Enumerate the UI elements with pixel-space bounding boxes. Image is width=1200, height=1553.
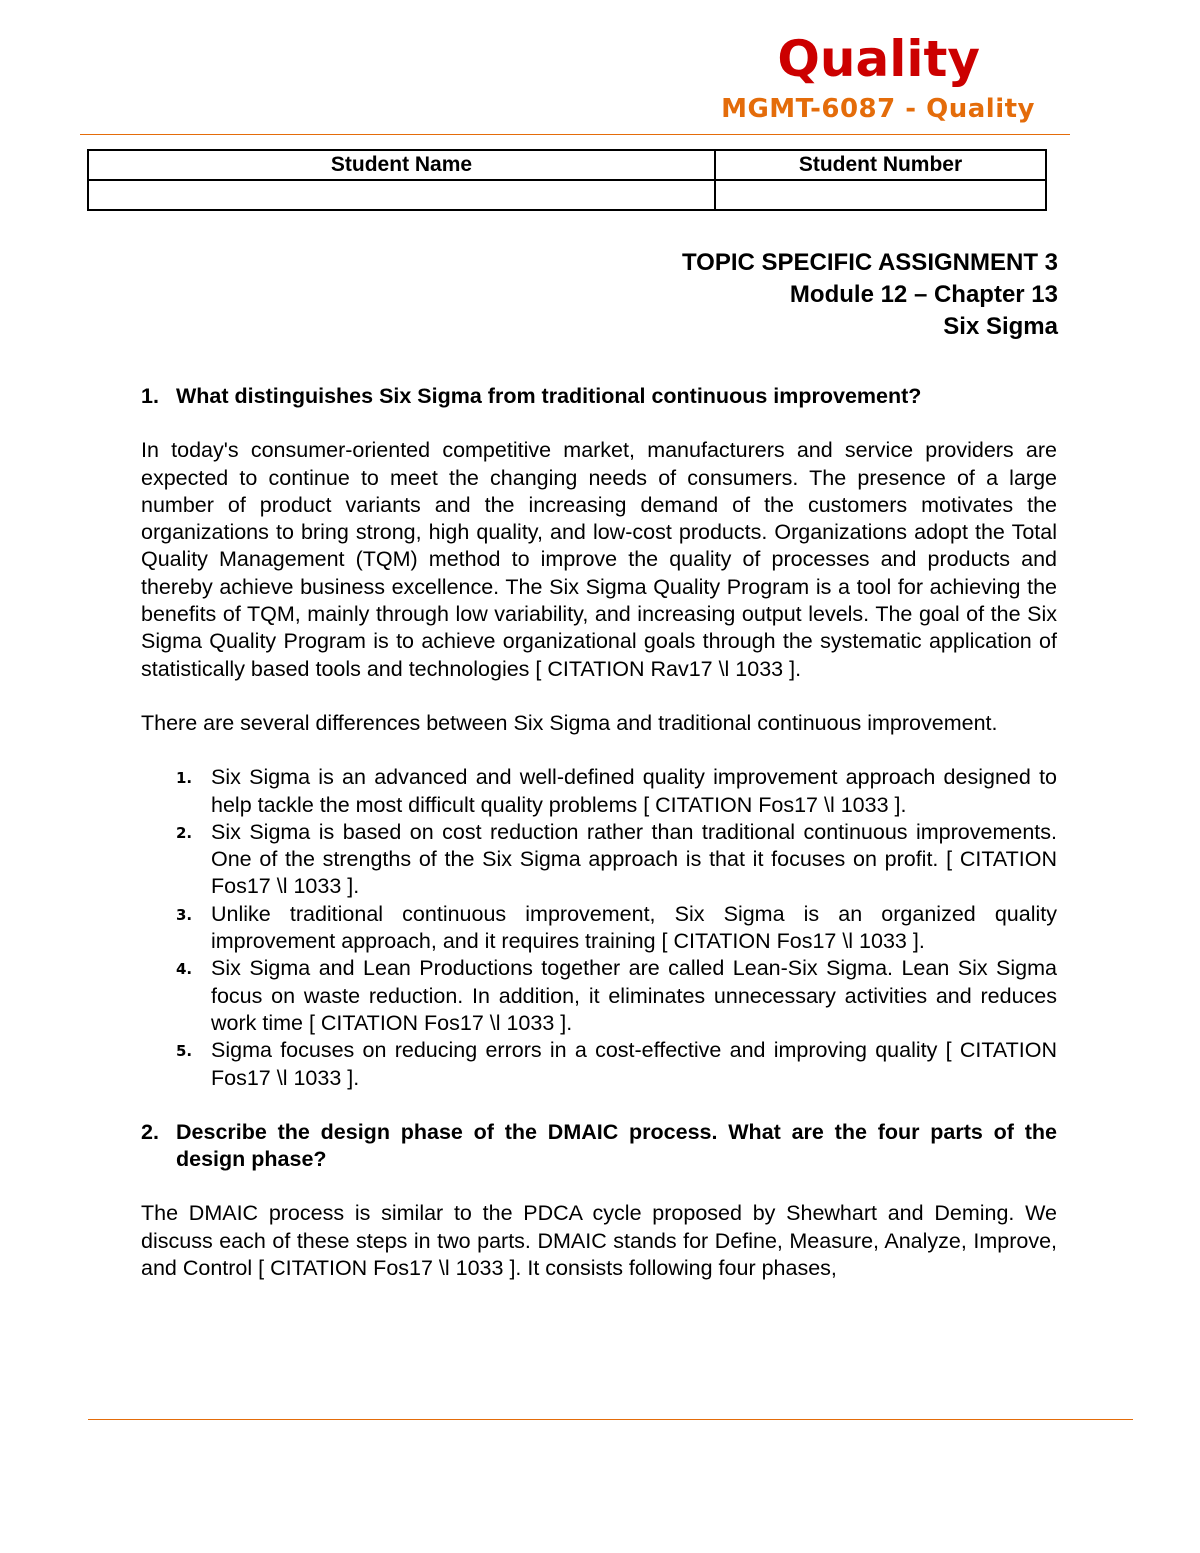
answer-1-paragraph-2: There are several differences between Six Sigma and traditional continuous improvement. xyxy=(141,710,998,735)
topic-module-chapter: Module 12 – Chapter 13 xyxy=(789,281,1058,308)
topic-assignment-title: TOPIC SPECIFIC ASSIGNMENT 3 xyxy=(681,249,1058,276)
question-2-number: 2. xyxy=(141,1119,159,1144)
header-subtitle: MGMT-6087 - Quality xyxy=(721,94,1035,124)
list-item-number: 2. xyxy=(176,823,193,842)
student-info-table xyxy=(87,149,1047,211)
question-1-number: 1. xyxy=(141,384,159,408)
topic-heading xyxy=(682,247,1058,343)
list-item-number: 5. xyxy=(176,1042,193,1061)
list-item-text: Six Sigma is based on cost reduction rather than traditional continuous improvements. One of the strengths of the Six Sigma approach is that it focuses on profit. [ CITATION Fos17 \l 1033 ]. xyxy=(211,819,1057,899)
document-body xyxy=(141,383,1057,1282)
list-item-text: Six Sigma and Lean Productions together are called Lean-Six Sigma. Lean Six Sigma focus on waste reduction. In addition, it eliminates unnecessary activities and reduces work time [ CITATION Fos17 \l 1033 ]. xyxy=(211,956,1057,1035)
topic-subject: Six Sigma xyxy=(943,313,1058,340)
question-2-text: Describe the design phase of the DMAIC process. What are the four parts of the design phase? xyxy=(176,1119,1057,1172)
list-item-number: 3. xyxy=(176,905,193,924)
list-item xyxy=(176,764,1057,819)
list-item xyxy=(176,819,1057,901)
student-number-header: Student Number xyxy=(715,150,1046,180)
question-2 xyxy=(141,1119,1057,1174)
list-item-number: 1. xyxy=(176,769,193,788)
list-item xyxy=(176,901,1057,956)
list-item-text: Six Sigma is an advanced and well-defined quality improvement approach designed to help tackle the most difficult quality problems [ CITATION Fos17 \l 1033 ]. xyxy=(211,765,1057,817)
list-item-number: 4. xyxy=(176,960,193,979)
student-table-input-row xyxy=(88,180,1046,210)
question-1-text: What distinguishes Six Sigma from traditional continuous improvement? xyxy=(176,384,922,408)
answer-1-paragraph-1: In today's consumer-oriented competitive market, manufacturers and service providers are expected to continue to meet the changing needs of consumers. The presence of a large number of product variants and the increasing demand of the customers motivates the organizations to bring strong, high quality, and low-cost products. Organizations adopt the Total Quality Management (TQM) method to improve the quality of processes and products and thereby achieve business excellence. The Six Sigma Quality Program is a tool for achieving the benefits of TQM, mainly through low variability, and increasing output levels. The goal of the Six Sigma Quality Program is to achieve organizational goals through the systematic application of statistically based tools and technologies [ CITATION Rav17 \l 1033 ]. xyxy=(141,438,1057,681)
list-item xyxy=(176,955,1057,1037)
differences-list xyxy=(141,764,1057,1092)
list-item xyxy=(176,1037,1057,1092)
list-item-text: Unlike traditional continuous improvement, Six Sigma is an organized quality improvement approach, and it requires training [ CITATION Fos17 \l 1033 ]. xyxy=(211,901,1057,954)
list-item-text: Sigma focuses on reducing errors in a cost-effective and improving quality [ CITATION Fos17 \l 1033 ]. xyxy=(211,1038,1057,1090)
student-name-cell[interactable] xyxy=(88,180,715,210)
student-table-header-row xyxy=(88,150,1046,180)
header-title: Quality xyxy=(777,30,980,88)
question-1 xyxy=(141,383,1057,410)
header-divider xyxy=(80,134,1070,135)
student-number-cell[interactable] xyxy=(715,180,1046,210)
answer-2-paragraph-1: The DMAIC process is similar to the PDCA cycle proposed by Shewhart and Deming. We discuss each of these steps in two parts. DMAIC stands for Define, Measure, Analyze, Improve, and Control [ CITATION Fos17 \l 1033 ]. It consists following four phases, xyxy=(141,1201,1057,1281)
footer-divider xyxy=(88,1419,1133,1420)
student-name-header: Student Name xyxy=(88,150,715,180)
